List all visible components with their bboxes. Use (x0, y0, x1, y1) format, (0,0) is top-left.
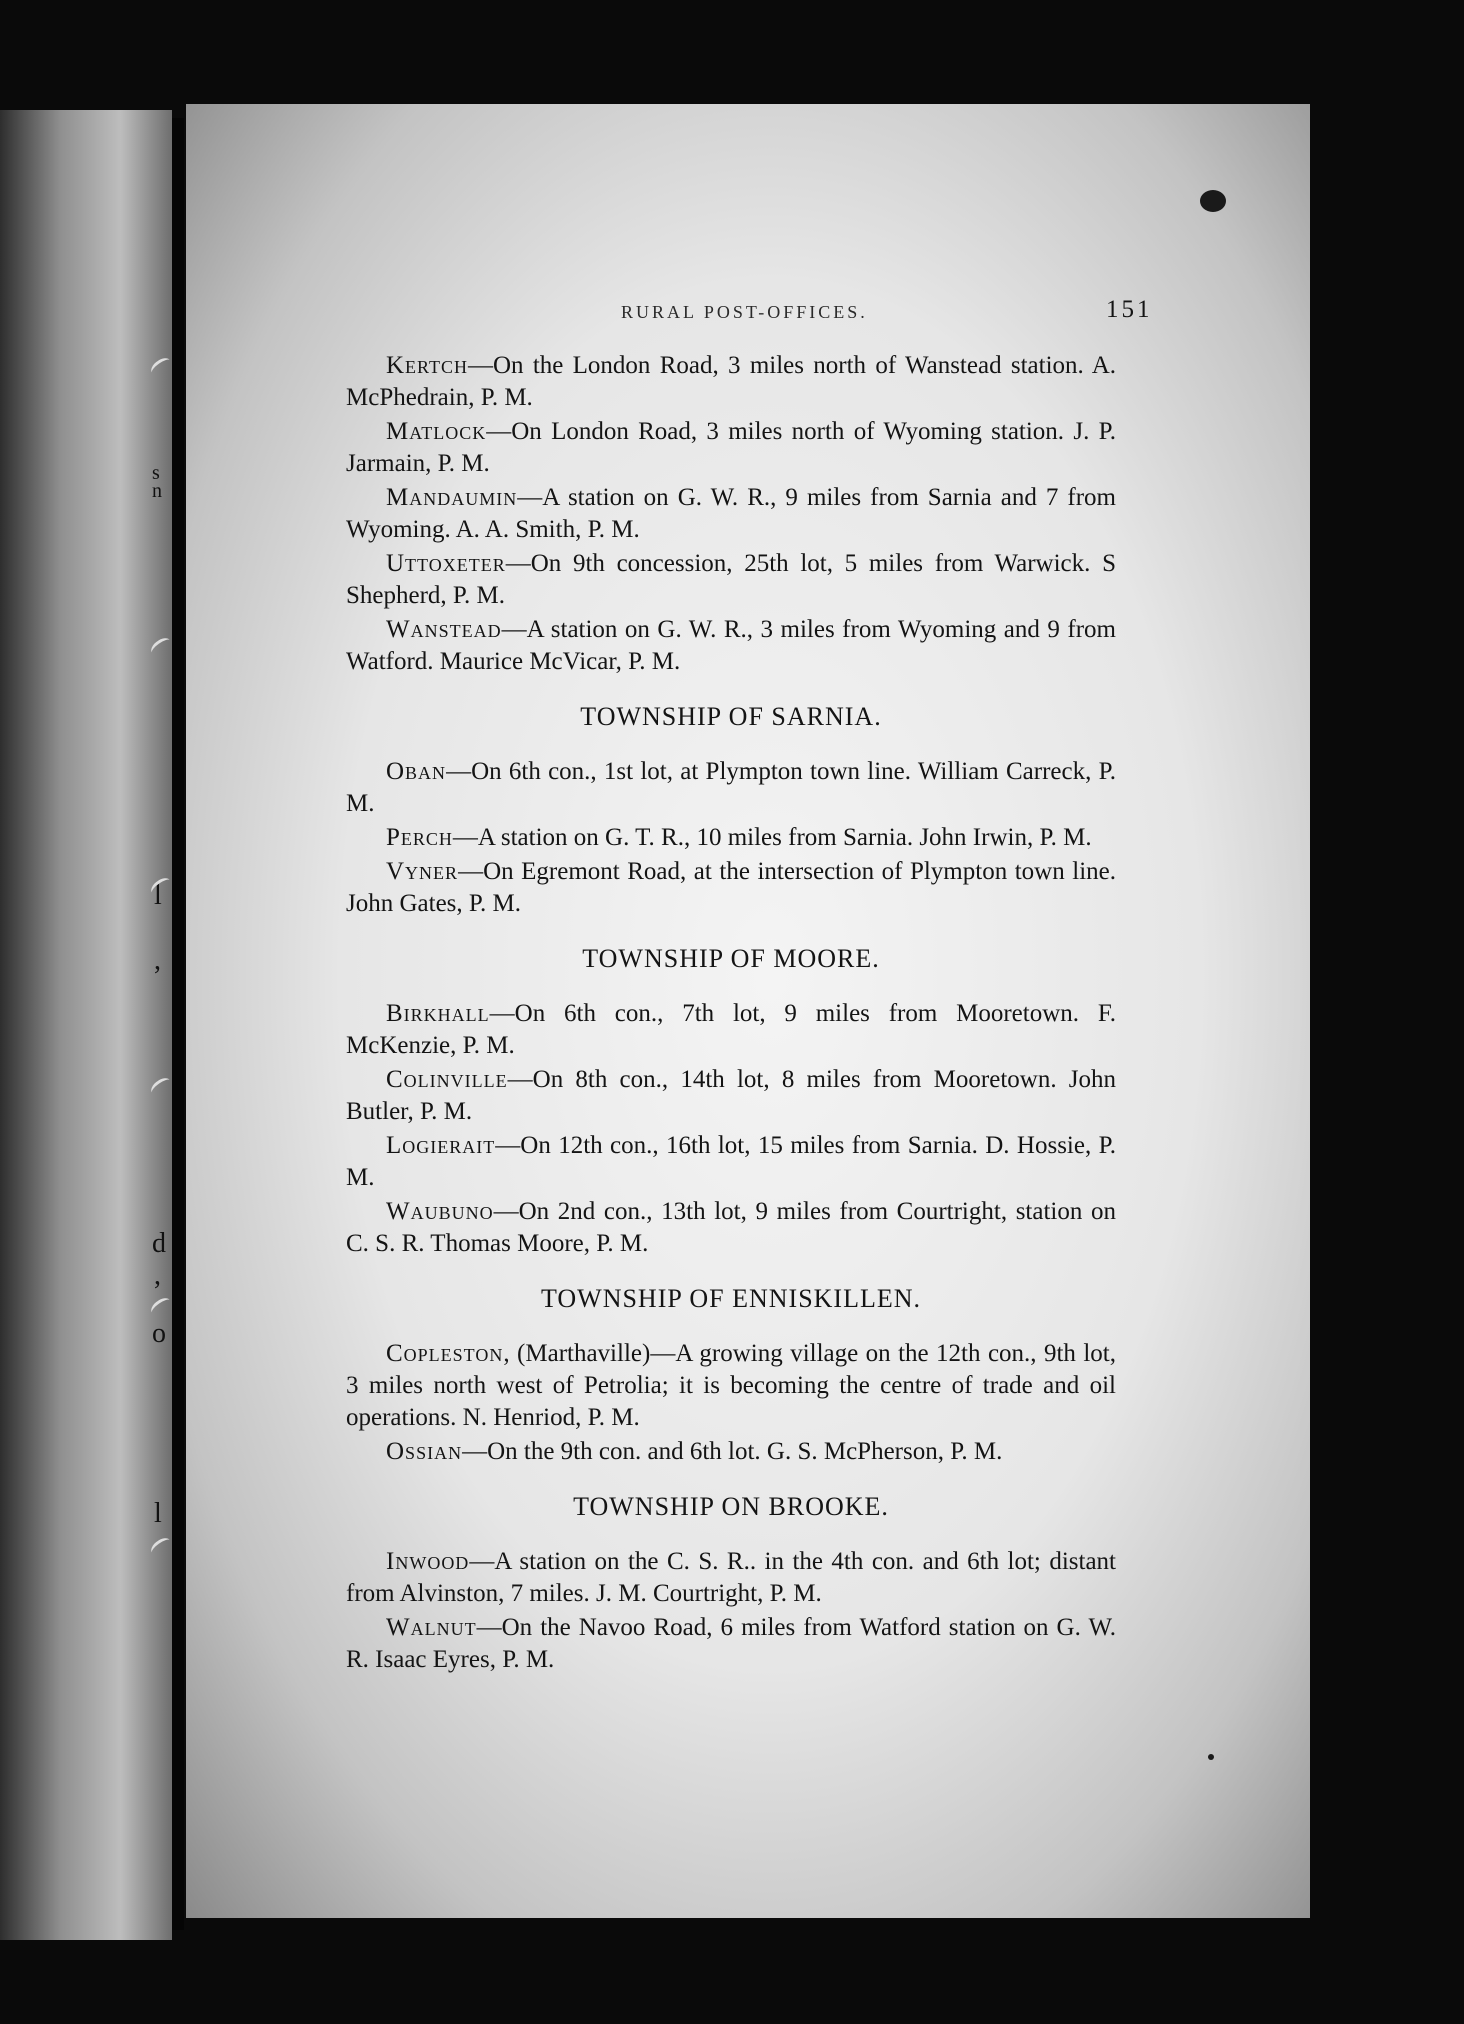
binding-gutter (172, 118, 184, 1930)
entry-text: —On the 9th con. and 6th lot. G. S. McPherson, P. M. (462, 1438, 1003, 1465)
entry-text: —On Egremont Road, at the intersection of Plympton town line. John Gates, P. M. (346, 858, 1116, 917)
entry-name: Oban (386, 758, 447, 785)
post-office-entry (346, 998, 1116, 1062)
post-office-entry (346, 1130, 1116, 1194)
left-page-edge (0, 110, 172, 1940)
entry-text: , (Marthaville)—A growing village on the 12th con., 9th lot, 3 miles north west of Petrolia; it is becoming the centre of trade and oil operations. N. Henriod, P. M. (346, 1340, 1116, 1431)
entry-name: Copleston (386, 1340, 504, 1367)
entry-name: Matlock (386, 418, 487, 445)
entry-name: Logierait (386, 1132, 496, 1159)
entry-text: —A station on G. T. R., 10 miles from Sarnia. John Irwin, P. M. (452, 824, 1092, 851)
entry-name: Kertch (386, 352, 468, 379)
entry-name: Wanstead (386, 616, 502, 643)
running-head-title: RURAL POST-OFFICES. (621, 302, 868, 322)
entry-text: —On 6th con., 7th lot, 9 miles from Mooretown. F. McKenzie, P. M. (346, 1000, 1116, 1059)
post-office-entry (346, 822, 1116, 854)
page-content (346, 350, 1116, 1678)
post-office-entry (346, 1546, 1116, 1610)
left-page-fragment: l (154, 1498, 162, 1529)
book-page (186, 104, 1310, 1918)
entry-name: Uttoxeter (386, 550, 506, 577)
entry-name: Vyner (386, 858, 459, 885)
entry-text: —On 9th concession, 25th lot, 5 miles from Warwick. S Shepherd, P. M. (346, 550, 1116, 609)
left-page-fragment: , (154, 1260, 161, 1291)
left-page-fragment: n (152, 480, 162, 502)
left-page-fragment: s (152, 462, 160, 484)
post-office-entry (346, 482, 1116, 546)
page-number: 151 (1106, 296, 1153, 323)
entry-name: Colinville (386, 1066, 508, 1093)
left-page-fragment: d (152, 1228, 166, 1259)
left-page-fragment: , (154, 945, 161, 976)
post-office-entry (346, 416, 1116, 480)
entry-text: —A station on the C. S. R.. in the 4th con. and 6th lot; distant from Alvinston, 7 miles. J. M. Courtright, P. M. (346, 1548, 1116, 1607)
section-heading: TOWNSHIP OF SARNIA. (580, 702, 882, 731)
left-page-fragment: l (154, 880, 162, 911)
section-heading: TOWNSHIP OF MOORE. (582, 944, 880, 973)
ink-speck (1208, 1754, 1214, 1760)
entry-name: Inwood (386, 1548, 470, 1575)
entry-text: —On London Road, 3 miles north of Wyoming station. J. P. Jarmain, P. M. (346, 418, 1116, 477)
section-heading: TOWNSHIP OF ENNISKILLEN. (540, 1284, 922, 1313)
entry-name: Ossian (386, 1438, 463, 1465)
left-page-fragment: o (152, 1318, 166, 1349)
entry-text: —On 2nd con., 13th lot, 9 miles from Courtright, station on C. S. R. Thomas Moore, P. M. (346, 1198, 1116, 1257)
running-head (186, 296, 1310, 326)
post-office-entry (346, 1612, 1116, 1676)
ink-blot (1200, 190, 1226, 212)
entry-text: —On 12th con., 16th lot, 15 miles from Sarnia. D. Hossie, P. M. (346, 1132, 1116, 1191)
post-office-entry (346, 614, 1116, 678)
post-office-entry (346, 350, 1116, 414)
post-office-entry (346, 1064, 1116, 1128)
entry-text: —On 8th con., 14th lot, 8 miles from Mooretown. John Butler, P. M. (346, 1066, 1116, 1125)
entry-text: —On the Navoo Road, 6 miles from Watford station on G. W. R. Isaac Eyres, P. M. (346, 1614, 1116, 1673)
entry-text: —On the London Road, 3 miles north of Wanstead station. A. McPhedrain, P. M. (346, 352, 1116, 411)
entry-text: —A station on G. W. R., 9 miles from Sarnia and 7 from Wyoming. A. A. Smith, P. M. (346, 484, 1116, 543)
post-office-entry (346, 1338, 1116, 1434)
post-office-entry (346, 1436, 1116, 1468)
entry-name: Waubuno (386, 1198, 494, 1225)
entry-name: Birkhall (386, 1000, 490, 1027)
post-office-entry (346, 856, 1116, 920)
entry-name: Perch (386, 824, 453, 851)
entry-text: —A station on G. W. R., 3 miles from Wyoming and 9 from Watford. Maurice McVicar, P. M. (346, 616, 1116, 675)
post-office-entry (346, 1196, 1116, 1260)
entry-name: Walnut (386, 1614, 477, 1641)
entry-text: —On 6th con., 1st lot, at Plympton town line. William Carreck, P. M. (346, 758, 1116, 817)
post-office-entry (346, 756, 1116, 820)
entry-name: Mandaumin (386, 484, 518, 511)
section-heading: TOWNSHIP ON BROOKE. (573, 1492, 889, 1521)
post-office-entry (346, 548, 1116, 612)
